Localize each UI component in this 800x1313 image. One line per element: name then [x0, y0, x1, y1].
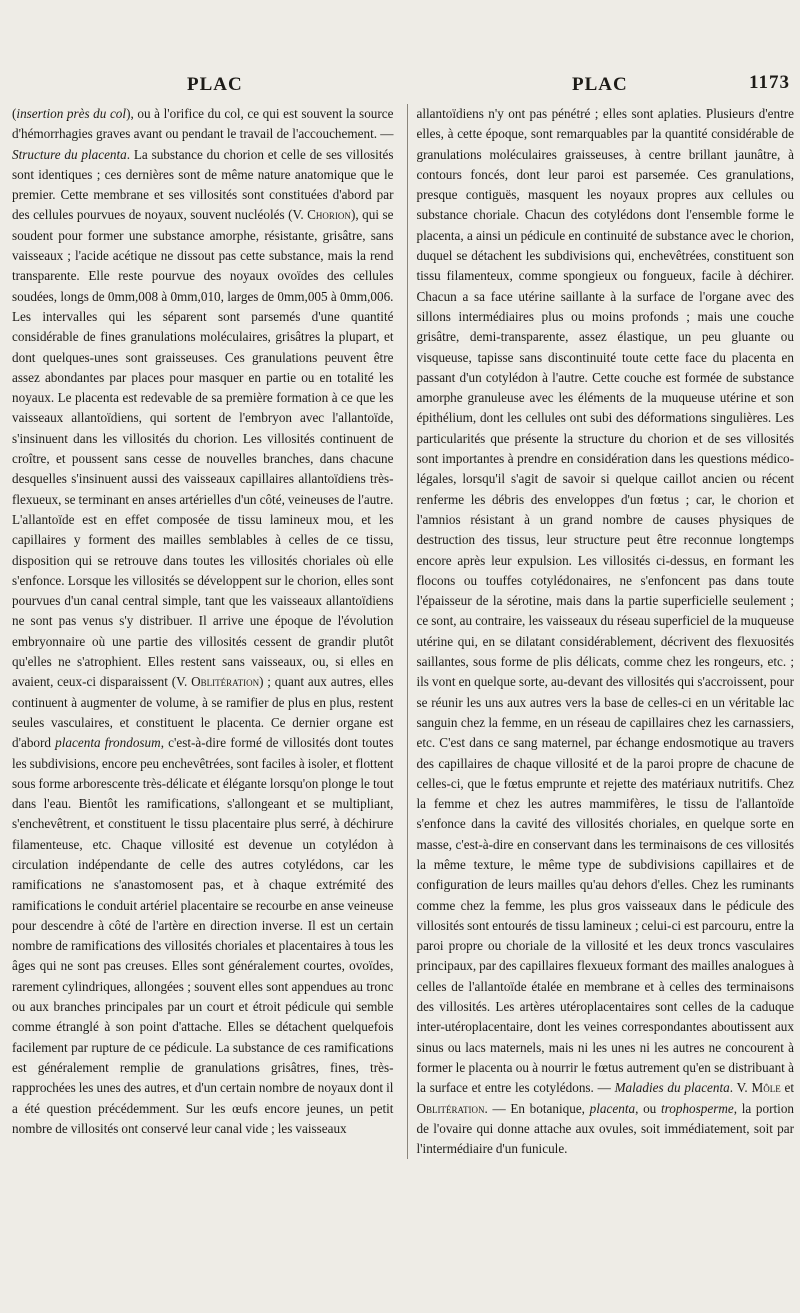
left-running-title: PLAC — [187, 74, 243, 95]
right-column — [407, 104, 794, 1159]
left-column — [12, 104, 393, 1159]
left-column-segment: . La substance du chorion et celle de ses villosités sont identiques ; ces dernières sont de même nature anatomique que le premier. Cette membrane et ses villosités sont constituées d'abord par des cellules pourvues de noyaux, souvent nucléolés (V. — [12, 146, 394, 223]
right-column-segment: placenta — [589, 1100, 636, 1116]
right-column-segment: Môle — [751, 1080, 781, 1096]
left-column-segment: , c'est-à-dire formé de villosités dont toutes les subdivisions, encore peu enchevêtrées, sont faciles à isoler, et flottent sous forme arborescente très-délicate et élégante lorsqu'on plonge le tout dans l'eau. Bientôt les ramifications, s'allongeant et se multipliant, s'enchevêtrent, et constituent le tissu placentaire plus serré, à déchirure filamenteuse, etc. Chaque villosité est devenue un cotylédon à circulation indépendante de celle des autres cotylédons, car les ramifications ne s'anastomosent pas, et à chaque extrémité des ramifications le conduit artériel placentaire se recourbe en anse veineuse pour descendre à côté de l'artère en direction inverse. Il est un certain nombre de ramifications des villosités choriales et placentaires à tous les âges qui ne sont pas creuses. Elles sont généralement courtes, ovoïdes, rarement cylindriques, allongées ; souvent elles sont appendues au tronc ou aux branches principales par un court et étroit pédicule qui semble comme étranglé à son point d'attache. Elles se détachent quelquefois facilement par rupture de ce pédicule. La substance de ces ramifications est généralement remplie de granulations grisâtres, fines, très-rapprochées les unes des autres, et d'un certain nombre de noyaux dont il a été question précédemment. Sur les œufs encore jeunes, un petit nombre de villosités ont conservé leur canal vide ; les vaisseaux — [12, 735, 394, 1136]
left-column-segment: placenta frondosum — [55, 735, 161, 751]
right-column-segment: . V. — [729, 1080, 752, 1096]
right-column-segment: allantoïdiens n'y ont pas pénétré ; elles sont aplaties. Plusieurs d'entre elles, à cette époque, sont remarquables par la quantité considérable de granulations moléculaires graisseuses, à centre brillant jaunâtre, à contours foncés, dont leur paroi est parsemée. Ces granulations, presque contiguës, masquent les noyaux propres aux cellules ou substance choriale. Chacun des cotylédons dont l'ensemble forme le placenta, a ainsi un pédicule en continuité de substance avec le chorion, duquel se détachent les subdivisions qui, enchevêtrées, constituent son tissu filamenteux, comme spongieux ou fongueux, facile à déchirer. Chacun a sa face utérine saillante à la surface de l'organe avec des sillons intermédiaires plus ou moins profonds ; mais une couche grisâtre, demi-transparente, assez élastique, un peu gluante ou visqueuse, tapisse sans discontinuité toute cette face du placenta en passant d'un cotylédon à l'autre. Cette couche est formée de substance amorphe granuleuse avec les éléments de la muqueuse utérine et son épithélium, dont les cellules ont subi des déformations singulières. Les particularités que présente la structure du chorion et de ses villosités sont importantes à prendre en considération dans les questions médico-légales, lorsqu'il s'agit de savoir si quelque caillot ancien ou récent renferme les débris des enveloppes d'un fœtus ; car, le chorion et l'amnios résistant à un grand nombre de causes physiques de destruction des tissus, leur structure peut être reconnue longtemps encore après leur expulsion. Les villosités ci-dessus, en formant les flocons ou touffes cotylédonaires, ne s'enfoncent pas dans toute l'épaisseur de la sérotine, mais dans la partie superficielle seulement ; ce sont, au contraire, les vaisseaux du réseau superficiel de la muqueuse utérine qui, en se dilatant considérablement, décrivent des flexuosités saillantes, sous forme de plis délicats, comme chez les rongeurs, etc. ; ils vont en quelque sorte, au-devant des villosités qui s'accroissent, pour se réunir les uns aux autres vers la base de celles-ci en un véritable lac sanguin chez la femme, en un réseau de capillaires chez les carnassiers, etc. C'est dans ce sang maternel, par échange endosmotique au travers des capillaires de chaque villosité et de la paroi propre de chacune de celles-ci, que le fœtus emprunte et rejette des matériaux nutritifs. Chez la femme et chez les autres mammifères, le tissu de l'allantoïde s'enfonce dans la cavité des villosités choriales, en quelque sorte en masse, c'est-à-dire en conservant dans les terminaisons de ces villosités la même texture, le même type de subdivisions capillaires et de configuration de leurs mailles qu'au dehors d'elles. Chez les ruminants comme chez la femme, les plus gros vaisseaux dans le pédicule des villosités sont entourés de tissu lamineux ; celui-ci est parcouru, entre la paroi propre ou choriale de la villosité et les deux troncs vasculaires principaux, par des capillaires flexueux formant des mailles analogues à celles de l'allantoïde étalée en membrane et à celles des terminaisons des villosités. Les artères utéroplacentaires sont celles de la caduque inter-utéroplacentaire, dont les veines correspondantes aboutissent aux sinus ou lacs maternels, mais ni les unes ni les autres ne concourent à former le placenta ou à nourrir le fœtus autrement qu'en se distribuant à la surface et entre les cotylédons. — — [416, 106, 794, 1096]
running-header — [12, 74, 794, 102]
left-column-segment: insertion près du col — [16, 106, 127, 121]
left-column-segment: Oblitération — [191, 674, 260, 690]
right-column-text — [416, 104, 794, 1159]
left-column-segment: Structure du placenta — [12, 146, 127, 162]
left-column-text: (insertion près du col), ou à l'orifice du col, ce qui est souvent la source d'hémorrhagies graves avant ou pendant le travail de l'accouchement. — Structure du placenta. La substance du chorion et celle de ses villosités sont identiques ; ces dernières sont de même nature anatomique que le premier. Cette membrane et ses villosités sont constituées d'abord par des cellules pourvues de noyaux, souvent nucléolés (V. Chorion), qui se soudent pour former une substance amorphe, résistante, grisâtre, sans vaisseaux ; l'acide acétique ne dissout pas cette substance, mais la rend transparente. Elle reste pourvue des noyaux ovoïdes des cellules soudées, longs de 0mm,008 à 0mm,010, larges de 0mm,005 à 0mm,006. Les intervalles qui les séparent sont parsemés d'une quantité considérable de fines granulations moléculaires, grisâtres la plupart, et dont quelques-unes sont graisseuses. Ces granulations peuvent être assez abondantes par places pour masquer en partie ou en totalité les noyaux. Le placenta est redevable de sa première formation à ce que les vaisseaux allantoïdiens, qui sortent de l'embryon avec l'allantoïde, s'insinuent dans les villosités du chorion. Les villosités continuent de croître, et poussent sans cesse de nouvelles branches, dans chacune desquelles s'insinuent aussi des vaisseaux capillaires allantoïdiens très-flexueux, se terminant en anses artérielles d'un côté, veineuses de l'autre. L'allantoïde est en effet composée de tissu lamineux mou, et les capillaires y forment des mailles semblables à celles de ce tissu, disposition qui se retrouve dans toutes les villosités choriales où elle s'enfonce. Lorsque les villosités se développent sur le chorion, elles sont pourvues d'un canal central simple, tant que les vaisseaux allantoïdiens ne sont pas venus s'y distribuer. Il arrive une époque de l'évolution embryonnaire où une partie des villosités cessent de grandir plutôt qu'elles ne s'atrophient. Elles restent sans vaisseaux, ou, si elles en avaient, ceux-ci disparaissent (V. Oblitération) ; quant aux autres, elles continuent à augmenter de volume, à se ramifier de plus en plus, restent seules vasculaires, et constituent le placenta. Ce dernier organe est d'abord placenta frondosum, c'est-à-dire formé de villosités dont toutes les subdivisions, encore peu enchevêtrées, sont faciles à isoler, et flottent sous forme arborescente très-délicate et élégante lorsqu'on plonge le tout dans l'eau. Bientôt les ramifications, s'allongeant et se multipliant, s'enchevêtrent, et constituent le tissu placentaire plus serré, à déchirure filamenteuse, etc. Chaque villosité est devenue un cotylédon à circulation indépendante de celle des autres cotylédons, car les ramifications ne s'anastomosent pas, et à chaque extrémité des ramifications le conduit artériel placentaire se recourbe en anse veineuse pour descendre à côté de l'artère en direction inverse. Il est un certain nombre de ramifications des villosités choriales et placentaires à tous les âges qui ne sont pas creuses. Elles sont généralement courtes, ovoïdes, rarement cylindriques, allongées ; souvent elles sont appendues au tronc ou aux branches principales par un court et étroit pédicule qui semble comme étranglé à son point d'attache. Elles se détachent quelquefois facilement par rupture de ce pédicule. La substance de ces ramifications est généralement remplie de granulations grisâtres, fines, très-rapprochées les unes des autres, et d'un certain nombre de noyaux dont il a été question précédemment. Sur les œufs encore jeunes, un petit nombre de villosités ont conservé leur canal vide ; les vaisseaux — [12, 106, 394, 1136]
left-column-segment: ) ; quant aux autres, elles continuent à augmenter de volume, à se ramifier de plus en plus, restent seules vasculaires, et constituent le placenta. Ce dernier organe est d'abord — [12, 674, 394, 751]
right-column-segment: , ou — [635, 1100, 661, 1116]
right-column-segment: trophosperme — [660, 1100, 734, 1116]
text-columns — [12, 104, 794, 1159]
right-column-segment: . — En botanique, — [484, 1100, 590, 1116]
left-column-segment: ), ou à l'orifice du col, ce qui est souvent la source d'hémorrhagies graves avant ou pendant le travail de l'accouchement. — — [12, 106, 394, 142]
right-running-title: PLAC — [572, 74, 628, 95]
right-column-segment: Maladies du placenta — [614, 1080, 730, 1096]
right-column-segment: , la portion de l'ovaire qui donne attache aux ovules, soit immédiatement, soit par l'intermédiaire d'un funicule. — [416, 1100, 795, 1157]
left-column-segment: Chorion — [307, 207, 351, 223]
left-column-segment: ), qui se soudent pour former une substance amorphe, résistante, grisâtre, sans vaisseaux ; l'acide acétique ne dissout pas cette substance, mais la rend transparente. Elle reste pourvue des noyaux ovoïdes des cellules soudées, longs de 0mm,008 à 0mm,010, larges de 0mm,005 à 0mm,006. Les intervalles qui les séparent sont parsemés d'une quantité considérable de fines granulations moléculaires, grisâtres la plupart, et dont quelques-unes sont graisseuses. Ces granulations peuvent être assez abondantes par places pour masquer en partie ou en totalité les noyaux. Le placenta est redevable de sa première formation à ce que les vaisseaux allantoïdiens, qui sortent de l'embryon avec l'allantoïde, s'insinuent dans les villosités du chorion. Les villosités continuent de croître, et poussent sans cesse de nouvelles branches, dans chacune desquelles s'insinuent aussi des vaisseaux capillaires allantoïdiens très-flexueux, se terminant en anses artérielles d'un côté, veineuses de l'autre. L'allantoïde est en effet composée de tissu lamineux mou, et les capillaires y forment des mailles semblables à celles de ce tissu, disposition qui se retrouve dans toutes les villosités choriales où elle s'enfonce. Lorsque les villosités se développent sur le chorion, elles sont pourvues d'un canal central simple, tant que les vaisseaux allantoïdiens ne sont pas venus s'y distribuer. Il arrive une époque de l'évolution embryonnaire où une partie des villosités cessent de grandir plutôt qu'elles ne s'atrophient. Elles restent sans vaisseaux, ou, si elles en avaient, ceux-ci disparaissent (V. — [12, 207, 394, 690]
right-column-segment: Oblitération — [416, 1100, 485, 1116]
page-number: 1173 — [749, 72, 790, 93]
right-column-segment: et — [780, 1080, 795, 1096]
